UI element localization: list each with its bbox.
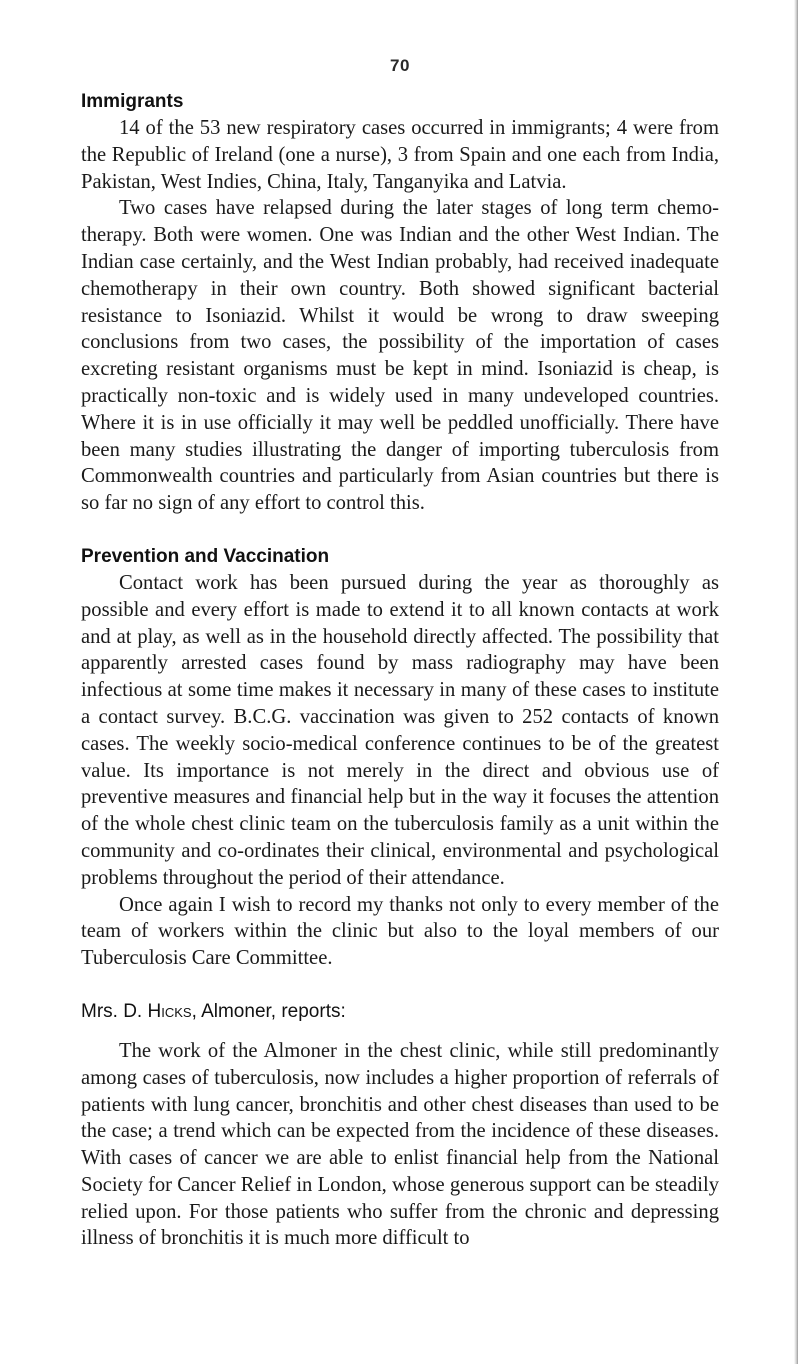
paragraph: Two cases have relapsed during the later stages of long term chemo-therapy. Both were women. One was Indian and the other West Indian. The Indian case certainly, and the West Indian probably, had received inadequate chemotherapy in their own country. Both showed significant bacterial resistance to Isoniazid. Whilst it would be wrong to draw sweeping conclusions from two cases, the possibility of the importation of cases excreting resistant organisms must be kept in mind. Isoniazid is cheap, is practically non-toxic and is widely used in many undeveloped countries. Where it is in use officially it may well be peddled unofficially. There have been many studies illustrating the danger of importing tuberculosis from Commonwealth countries and particularly from Asian countries but there is so far no sign of any effort to control this.: [81, 197, 719, 515]
paragraph: The work of the Almoner in the chest clinic, while still predominantly among cases of tuberculosis, now includes a higher proportion of referrals of patients with lung cancer, bronchitis and other chest diseases than used to be the case; a trend which can be expected from the incidence of these diseases. With cases of cancer we are able to enlist financial help from the National Society for Cancer Relief in London, whose generous support can be steadily relied upon. For those patients who suffer from the chronic and depressing illness of bronchitis it is much more difficult to: [81, 1039, 719, 1250]
page-edge-shadow: [794, 0, 798, 1364]
paragraph: Once again I wish to record my thanks not only to every member of the team of workers within the clinic but also to the loyal members of our Tuberculosis Care Committee.: [81, 893, 719, 970]
reporter-name: Hicks: [147, 1000, 192, 1022]
section-almoner-report: [81, 999, 719, 1252]
section-prevention-vaccination: [81, 544, 719, 972]
section-immigrants: [81, 89, 719, 517]
page-body: [81, 89, 719, 1279]
section-heading-prevention-vaccination: Prevention and Vaccination: [81, 545, 330, 567]
almoner-report-byline: [81, 999, 719, 1025]
paragraph: 14 of the 53 new respiratory cases occurred in immigrants; 4 were from the Republic of Ireland (one a nurse), 3 from Spain and one each from India, Pakistan, West Indies, China, Italy, Tanganyika and Latvia.: [81, 117, 719, 193]
reporter-suffix: , Almoner, reports:: [191, 1000, 346, 1022]
section-heading-immigrants: Immigrants: [81, 91, 184, 112]
paragraph: Contact work has been pursued during the year as thoroughly as possible and every effort is made to extend it to all known contacts at work and at play, as well as in the household directly affected. The possibility that apparently arrested cases found by mass radiography may have been infectious at some time makes it necessary in many of these cases to institute a contact survey. B.C.G. vaccination was given to 252 contacts of known cases. The weekly socio-medical conference continues to be of the greatest value. Its importance is not merely in the direct and obvious use of preventive measures and financial help but in the way it focuses the attention of the whole chest clinic team on the tuberculosis family as a unit within the community and co-ordinates their clinical, environmental and psychological problems throughout the period of their attendance.: [81, 571, 719, 889]
reporter-prefix: Mrs. D.: [81, 1000, 148, 1022]
page-number: 70: [390, 56, 410, 75]
